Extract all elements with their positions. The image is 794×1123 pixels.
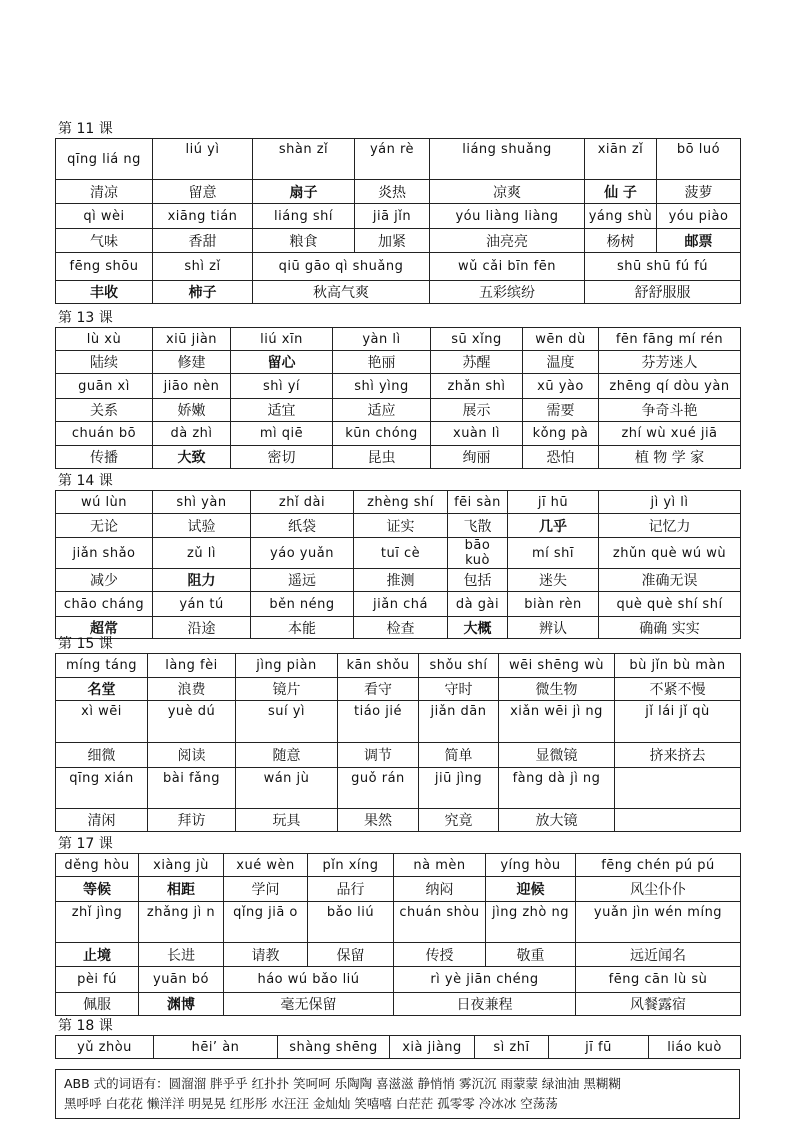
pinyin-cell: liáo kuò bbox=[649, 1036, 741, 1059]
pinyin-cell: mí shī bbox=[508, 538, 599, 569]
hanzi-cell: 止境 bbox=[56, 943, 139, 967]
hanzi-cell: 香甜 bbox=[153, 229, 253, 253]
hanzi-cell: 辨认 bbox=[508, 617, 599, 639]
hanzi-cell: 简单 bbox=[419, 743, 499, 768]
hanzi-cell: 遥远 bbox=[251, 569, 354, 592]
pinyin-cell: qiū gāo qì shuǎng bbox=[253, 253, 430, 281]
lesson-title: 第 17 课 bbox=[58, 836, 113, 852]
pinyin-cell: yàn lì bbox=[333, 328, 431, 351]
hanzi-cell: 佩服 bbox=[56, 993, 139, 1016]
pinyin-cell: jiāo nèn bbox=[153, 374, 231, 399]
hanzi-cell: 微生物 bbox=[499, 678, 615, 701]
pinyin-cell: zhǎng jì n bbox=[139, 902, 224, 943]
hanzi-cell: 细微 bbox=[56, 743, 148, 768]
pinyin-cell: xuàn lì bbox=[431, 422, 523, 446]
hanzi-cell: 相距 bbox=[139, 877, 224, 902]
hanzi-cell: 传播 bbox=[56, 446, 153, 469]
lesson-title: 第 18 课 bbox=[58, 1018, 113, 1034]
pinyin-cell: xiàng jù bbox=[139, 854, 224, 877]
hanzi-cell: 远近闻名 bbox=[576, 943, 741, 967]
pinyin-cell: sū xǐng bbox=[431, 328, 523, 351]
hanzi-cell: 显微镜 bbox=[499, 743, 615, 768]
hanzi-cell: 保留 bbox=[308, 943, 394, 967]
vocab-table bbox=[55, 853, 741, 1016]
hanzi-cell: 无论 bbox=[56, 514, 153, 538]
hanzi-cell: 镜片 bbox=[236, 678, 338, 701]
pinyin-cell: jǐ lái jǐ qù bbox=[615, 701, 741, 743]
hanzi-cell: 凉爽 bbox=[430, 180, 585, 204]
pinyin-cell: liáng shuǎng bbox=[430, 139, 585, 180]
pinyin-cell: guǒ rán bbox=[338, 768, 419, 809]
pinyin-cell: tuī cè bbox=[354, 538, 448, 569]
pinyin-cell: fēi sàn bbox=[448, 491, 508, 514]
hanzi-cell: 植 物 学 家 bbox=[599, 446, 741, 469]
hanzi-cell: 关系 bbox=[56, 399, 153, 422]
pinyin-cell: kǒng pà bbox=[523, 422, 599, 446]
pinyin-cell: míng táng bbox=[56, 654, 148, 678]
pinyin-cell: fàng dà jì ng bbox=[499, 768, 615, 809]
pinyin-cell: xià jiàng bbox=[390, 1036, 475, 1059]
hanzi-cell: 试验 bbox=[153, 514, 251, 538]
pinyin-cell: tiáo jié bbox=[338, 701, 419, 743]
hanzi-cell: 陆续 bbox=[56, 351, 153, 374]
hanzi-cell: 仙 子 bbox=[585, 180, 657, 204]
pinyin-cell: jī hū bbox=[508, 491, 599, 514]
hanzi-cell: 柿子 bbox=[153, 281, 253, 304]
pinyin-cell: wēi shēng wù bbox=[499, 654, 615, 678]
lesson-15 bbox=[55, 636, 740, 832]
hanzi-cell: 迷失 bbox=[508, 569, 599, 592]
pinyin-cell: bō luó bbox=[657, 139, 741, 180]
hanzi-cell: 适应 bbox=[333, 399, 431, 422]
hanzi-cell: 昆虫 bbox=[333, 446, 431, 469]
hanzi-cell: 留意 bbox=[153, 180, 253, 204]
pinyin-cell: yuǎn jìn wén míng bbox=[576, 902, 741, 943]
hanzi-cell: 争奇斗艳 bbox=[599, 399, 741, 422]
hanzi-cell: 守时 bbox=[419, 678, 499, 701]
hanzi-cell: 邮票 bbox=[657, 229, 741, 253]
pinyin-cell: yán tú bbox=[153, 592, 251, 617]
pinyin-cell: jìng piàn bbox=[236, 654, 338, 678]
hanzi-cell: 超常 bbox=[56, 617, 153, 639]
hanzi-cell: 风餐露宿 bbox=[576, 993, 741, 1016]
lesson-13 bbox=[55, 310, 740, 469]
hanzi-cell: 风尘仆仆 bbox=[576, 877, 741, 902]
pinyin-cell: jìng zhò ng bbox=[486, 902, 576, 943]
hanzi-cell: 菠萝 bbox=[657, 180, 741, 204]
hanzi-cell: 本能 bbox=[251, 617, 354, 639]
lesson-title: 第 13 课 bbox=[58, 310, 113, 326]
hanzi-cell: 确确 实实 bbox=[599, 617, 741, 639]
lesson-title: 第 14 课 bbox=[58, 473, 113, 489]
pinyin-cell: qì wèi bbox=[56, 204, 153, 229]
pinyin-cell: chuán shòu bbox=[394, 902, 486, 943]
hanzi-cell: 艳丽 bbox=[333, 351, 431, 374]
pinyin-cell: liú xīn bbox=[231, 328, 333, 351]
pinyin-cell: xì wēi bbox=[56, 701, 148, 743]
pinyin-cell: bài fǎng bbox=[148, 768, 236, 809]
hanzi-cell: 大致 bbox=[153, 446, 231, 469]
pinyin-cell: yóu piào bbox=[657, 204, 741, 229]
hanzi-cell: 气味 bbox=[56, 229, 153, 253]
hanzi-cell: 绚丽 bbox=[431, 446, 523, 469]
hanzi-cell: 检查 bbox=[354, 617, 448, 639]
pinyin-cell: kūn chóng bbox=[333, 422, 431, 446]
hanzi-cell: 减少 bbox=[56, 569, 153, 592]
hanzi-cell: 五彩缤纷 bbox=[430, 281, 585, 304]
hanzi-cell: 适宜 bbox=[231, 399, 333, 422]
hanzi-cell: 记忆力 bbox=[599, 514, 741, 538]
hanzi-cell: 毫无保留 bbox=[224, 993, 394, 1016]
hanzi-cell: 清闲 bbox=[56, 809, 148, 832]
hanzi-cell: 品行 bbox=[308, 877, 394, 902]
pinyin-cell: pèi fú bbox=[56, 967, 139, 993]
pinyin-cell: shū shū fú fú bbox=[585, 253, 741, 281]
hanzi-cell: 学问 bbox=[224, 877, 308, 902]
pinyin-cell: zhǐ dài bbox=[251, 491, 354, 514]
pinyin-cell: jiū jìng bbox=[419, 768, 499, 809]
pinyin-cell: wēn dù bbox=[523, 328, 599, 351]
pinyin-cell: yíng hòu bbox=[486, 854, 576, 877]
pinyin-cell: zhí wù xué jiā bbox=[599, 422, 741, 446]
hanzi-cell: 清凉 bbox=[56, 180, 153, 204]
lesson-18 bbox=[55, 1018, 740, 1059]
pinyin-cell: běn néng bbox=[251, 592, 354, 617]
hanzi-cell: 看守 bbox=[338, 678, 419, 701]
hanzi-cell: 敬重 bbox=[486, 943, 576, 967]
hanzi-cell: 果然 bbox=[338, 809, 419, 832]
hanzi-cell: 名堂 bbox=[56, 678, 148, 701]
hanzi-cell: 长进 bbox=[139, 943, 224, 967]
pinyin-cell: sì zhī bbox=[475, 1036, 549, 1059]
pinyin-cell: biàn rèn bbox=[508, 592, 599, 617]
pinyin-cell: guān xì bbox=[56, 374, 153, 399]
empty-cell bbox=[615, 768, 741, 809]
hanzi-cell: 浪费 bbox=[148, 678, 236, 701]
pinyin-cell: zhǐ jìng bbox=[56, 902, 139, 943]
pinyin-cell: fēng chén pú pú bbox=[576, 854, 741, 877]
hanzi-cell: 请教 bbox=[224, 943, 308, 967]
pinyin-cell: qīng xián bbox=[56, 768, 148, 809]
note-line: ABB 式的词语有：圆溜溜 胖乎乎 红扑扑 笑呵呵 乐陶陶 喜滋滋 静悄悄 雾沉沉 雨蒙蒙 绿油油 黑糊糊 bbox=[64, 1076, 621, 1091]
hanzi-cell: 苏醒 bbox=[431, 351, 523, 374]
pinyin-cell: xiāng tián bbox=[153, 204, 253, 229]
pinyin-cell: chuán bō bbox=[56, 422, 153, 446]
hanzi-cell: 等候 bbox=[56, 877, 139, 902]
lesson-11 bbox=[55, 121, 740, 304]
pinyin-cell: xué wèn bbox=[224, 854, 308, 877]
pinyin-cell: shì yàn bbox=[153, 491, 251, 514]
empty-cell bbox=[615, 809, 741, 832]
pinyin-cell: fēng cān lù sù bbox=[576, 967, 741, 993]
pinyin-cell: yáng shù bbox=[585, 204, 657, 229]
pinyin-cell: kān shǒu bbox=[338, 654, 419, 678]
hanzi-cell: 调节 bbox=[338, 743, 419, 768]
hanzi-cell: 杨树 bbox=[585, 229, 657, 253]
hanzi-cell: 不紧不慢 bbox=[615, 678, 741, 701]
lesson-14 bbox=[55, 473, 740, 639]
pinyin-cell: nà mèn bbox=[394, 854, 486, 877]
hanzi-cell: 密切 bbox=[231, 446, 333, 469]
pinyin-cell: shì yìng bbox=[333, 374, 431, 399]
pinyin-cell: háo wú bǎo liú bbox=[224, 967, 394, 993]
hanzi-cell: 证实 bbox=[354, 514, 448, 538]
lesson-title: 第 15 课 bbox=[58, 636, 113, 652]
hanzi-cell: 几乎 bbox=[508, 514, 599, 538]
pinyin-cell: bù jǐn bù màn bbox=[615, 654, 741, 678]
pinyin-cell: xiǎn wēi jì ng bbox=[499, 701, 615, 743]
hanzi-cell: 油亮亮 bbox=[430, 229, 585, 253]
pinyin-cell: zǔ lì bbox=[153, 538, 251, 569]
pinyin-cell: làng fèi bbox=[148, 654, 236, 678]
hanzi-cell: 玩具 bbox=[236, 809, 338, 832]
pinyin-cell: shàng shēng bbox=[278, 1036, 390, 1059]
hanzi-cell: 迎候 bbox=[486, 877, 576, 902]
vocab-table bbox=[55, 490, 741, 639]
pinyin-cell: wǔ cǎi bīn fēn bbox=[430, 253, 585, 281]
pinyin-cell: zhǔn què wú wù bbox=[599, 538, 741, 569]
hanzi-cell: 传授 bbox=[394, 943, 486, 967]
pinyin-cell: yán rè bbox=[355, 139, 430, 180]
hanzi-cell: 加紧 bbox=[355, 229, 430, 253]
pinyin-cell: jì yì lì bbox=[599, 491, 741, 514]
pinyin-cell: xiān zǐ bbox=[585, 139, 657, 180]
pinyin-cell: xū yào bbox=[523, 374, 599, 399]
pinyin-cell: liáng shí bbox=[253, 204, 355, 229]
pinyin-cell: jiǎn chá bbox=[354, 592, 448, 617]
pinyin-cell: lù xù bbox=[56, 328, 153, 351]
hanzi-cell: 飞散 bbox=[448, 514, 508, 538]
pinyin-cell: yuān bó bbox=[139, 967, 224, 993]
pinyin-cell: bāo kuò bbox=[448, 538, 508, 569]
hanzi-cell: 究竟 bbox=[419, 809, 499, 832]
pinyin-cell: děng hòu bbox=[56, 854, 139, 877]
pinyin-cell: bǎo liú bbox=[308, 902, 394, 943]
abb-words-note bbox=[55, 1069, 740, 1119]
vocab-table bbox=[55, 653, 741, 832]
hanzi-cell: 拜访 bbox=[148, 809, 236, 832]
pinyin-cell: jiǎn dān bbox=[419, 701, 499, 743]
pinyin-cell: shǒu shí bbox=[419, 654, 499, 678]
pinyin-cell: zhǎn shì bbox=[431, 374, 523, 399]
hanzi-cell: 秋高气爽 bbox=[253, 281, 430, 304]
hanzi-cell: 需要 bbox=[523, 399, 599, 422]
hanzi-cell: 恐怕 bbox=[523, 446, 599, 469]
hanzi-cell: 放大镜 bbox=[499, 809, 615, 832]
hanzi-cell: 展示 bbox=[431, 399, 523, 422]
hanzi-cell: 准确无误 bbox=[599, 569, 741, 592]
hanzi-cell: 舒舒服服 bbox=[585, 281, 741, 304]
hanzi-cell: 纸袋 bbox=[251, 514, 354, 538]
hanzi-cell: 温度 bbox=[523, 351, 599, 374]
lesson-17 bbox=[55, 836, 740, 1016]
hanzi-cell: 包括 bbox=[448, 569, 508, 592]
pinyin-cell: suí yì bbox=[236, 701, 338, 743]
pinyin-cell: xiū jiàn bbox=[153, 328, 231, 351]
hanzi-cell: 芬芳迷人 bbox=[599, 351, 741, 374]
pinyin-cell: zhēng qí dòu yàn bbox=[599, 374, 741, 399]
pinyin-cell: jiā jǐn bbox=[355, 204, 430, 229]
pinyin-cell: liú yì bbox=[153, 139, 253, 180]
pinyin-cell: jī fū bbox=[549, 1036, 649, 1059]
pinyin-cell: shì yí bbox=[231, 374, 333, 399]
pinyin-cell: yáo yuǎn bbox=[251, 538, 354, 569]
hanzi-cell: 挤来挤去 bbox=[615, 743, 741, 768]
hanzi-cell: 随意 bbox=[236, 743, 338, 768]
pinyin-cell: chāo cháng bbox=[56, 592, 153, 617]
pinyin-cell: wán jù bbox=[236, 768, 338, 809]
pinyin-cell: yǔ zhòu bbox=[56, 1036, 154, 1059]
hanzi-cell: 粮食 bbox=[253, 229, 355, 253]
pinyin-cell: mì qiē bbox=[231, 422, 333, 446]
vocab-table bbox=[55, 138, 741, 304]
pinyin-cell: rì yè jiān chéng bbox=[394, 967, 576, 993]
hanzi-cell: 纳闷 bbox=[394, 877, 486, 902]
pinyin-cell: fēn fāng mí rén bbox=[599, 328, 741, 351]
hanzi-cell: 留心 bbox=[231, 351, 333, 374]
hanzi-cell: 修建 bbox=[153, 351, 231, 374]
pinyin-cell: shì zǐ bbox=[153, 253, 253, 281]
hanzi-cell: 丰收 bbox=[56, 281, 153, 304]
hanzi-cell: 阅读 bbox=[148, 743, 236, 768]
pinyin-cell: què què shí shí bbox=[599, 592, 741, 617]
hanzi-cell: 扇子 bbox=[253, 180, 355, 204]
hanzi-cell: 渊博 bbox=[139, 993, 224, 1016]
pinyin-cell: qǐng jiā o bbox=[224, 902, 308, 943]
pinyin-cell: wú lùn bbox=[56, 491, 153, 514]
pinyin-cell: dà gài bbox=[448, 592, 508, 617]
hanzi-cell: 沿途 bbox=[153, 617, 251, 639]
pinyin-cell: yuè dú bbox=[148, 701, 236, 743]
hanzi-cell: 日夜兼程 bbox=[394, 993, 576, 1016]
pinyin-cell: pǐn xíng bbox=[308, 854, 394, 877]
hanzi-cell: 娇嫩 bbox=[153, 399, 231, 422]
pinyin-cell: shàn zǐ bbox=[253, 139, 355, 180]
pinyin-cell: hēi’ àn bbox=[154, 1036, 278, 1059]
vocab-table bbox=[55, 327, 741, 469]
pinyin-cell: fēng shōu bbox=[56, 253, 153, 281]
pinyin-cell: jiǎn shǎo bbox=[56, 538, 153, 569]
pinyin-cell: yóu liàng liàng bbox=[430, 204, 585, 229]
pinyin-cell: zhèng shí bbox=[354, 491, 448, 514]
hanzi-cell: 阻力 bbox=[153, 569, 251, 592]
vocab-table bbox=[55, 1035, 741, 1059]
hanzi-cell: 大概 bbox=[448, 617, 508, 639]
hanzi-cell: 推测 bbox=[354, 569, 448, 592]
note-line: 黑呼呼 白花花 懒洋洋 明晃晃 红彤彤 水汪汪 金灿灿 笑嘻嘻 白茫茫 孤零零 冷冰冰 空荡荡 bbox=[64, 1096, 558, 1111]
pinyin-cell: dà zhì bbox=[153, 422, 231, 446]
hanzi-cell: 炎热 bbox=[355, 180, 430, 204]
lesson-title: 第 11 课 bbox=[58, 121, 113, 137]
pinyin-cell: qīng liá ng bbox=[56, 139, 153, 180]
